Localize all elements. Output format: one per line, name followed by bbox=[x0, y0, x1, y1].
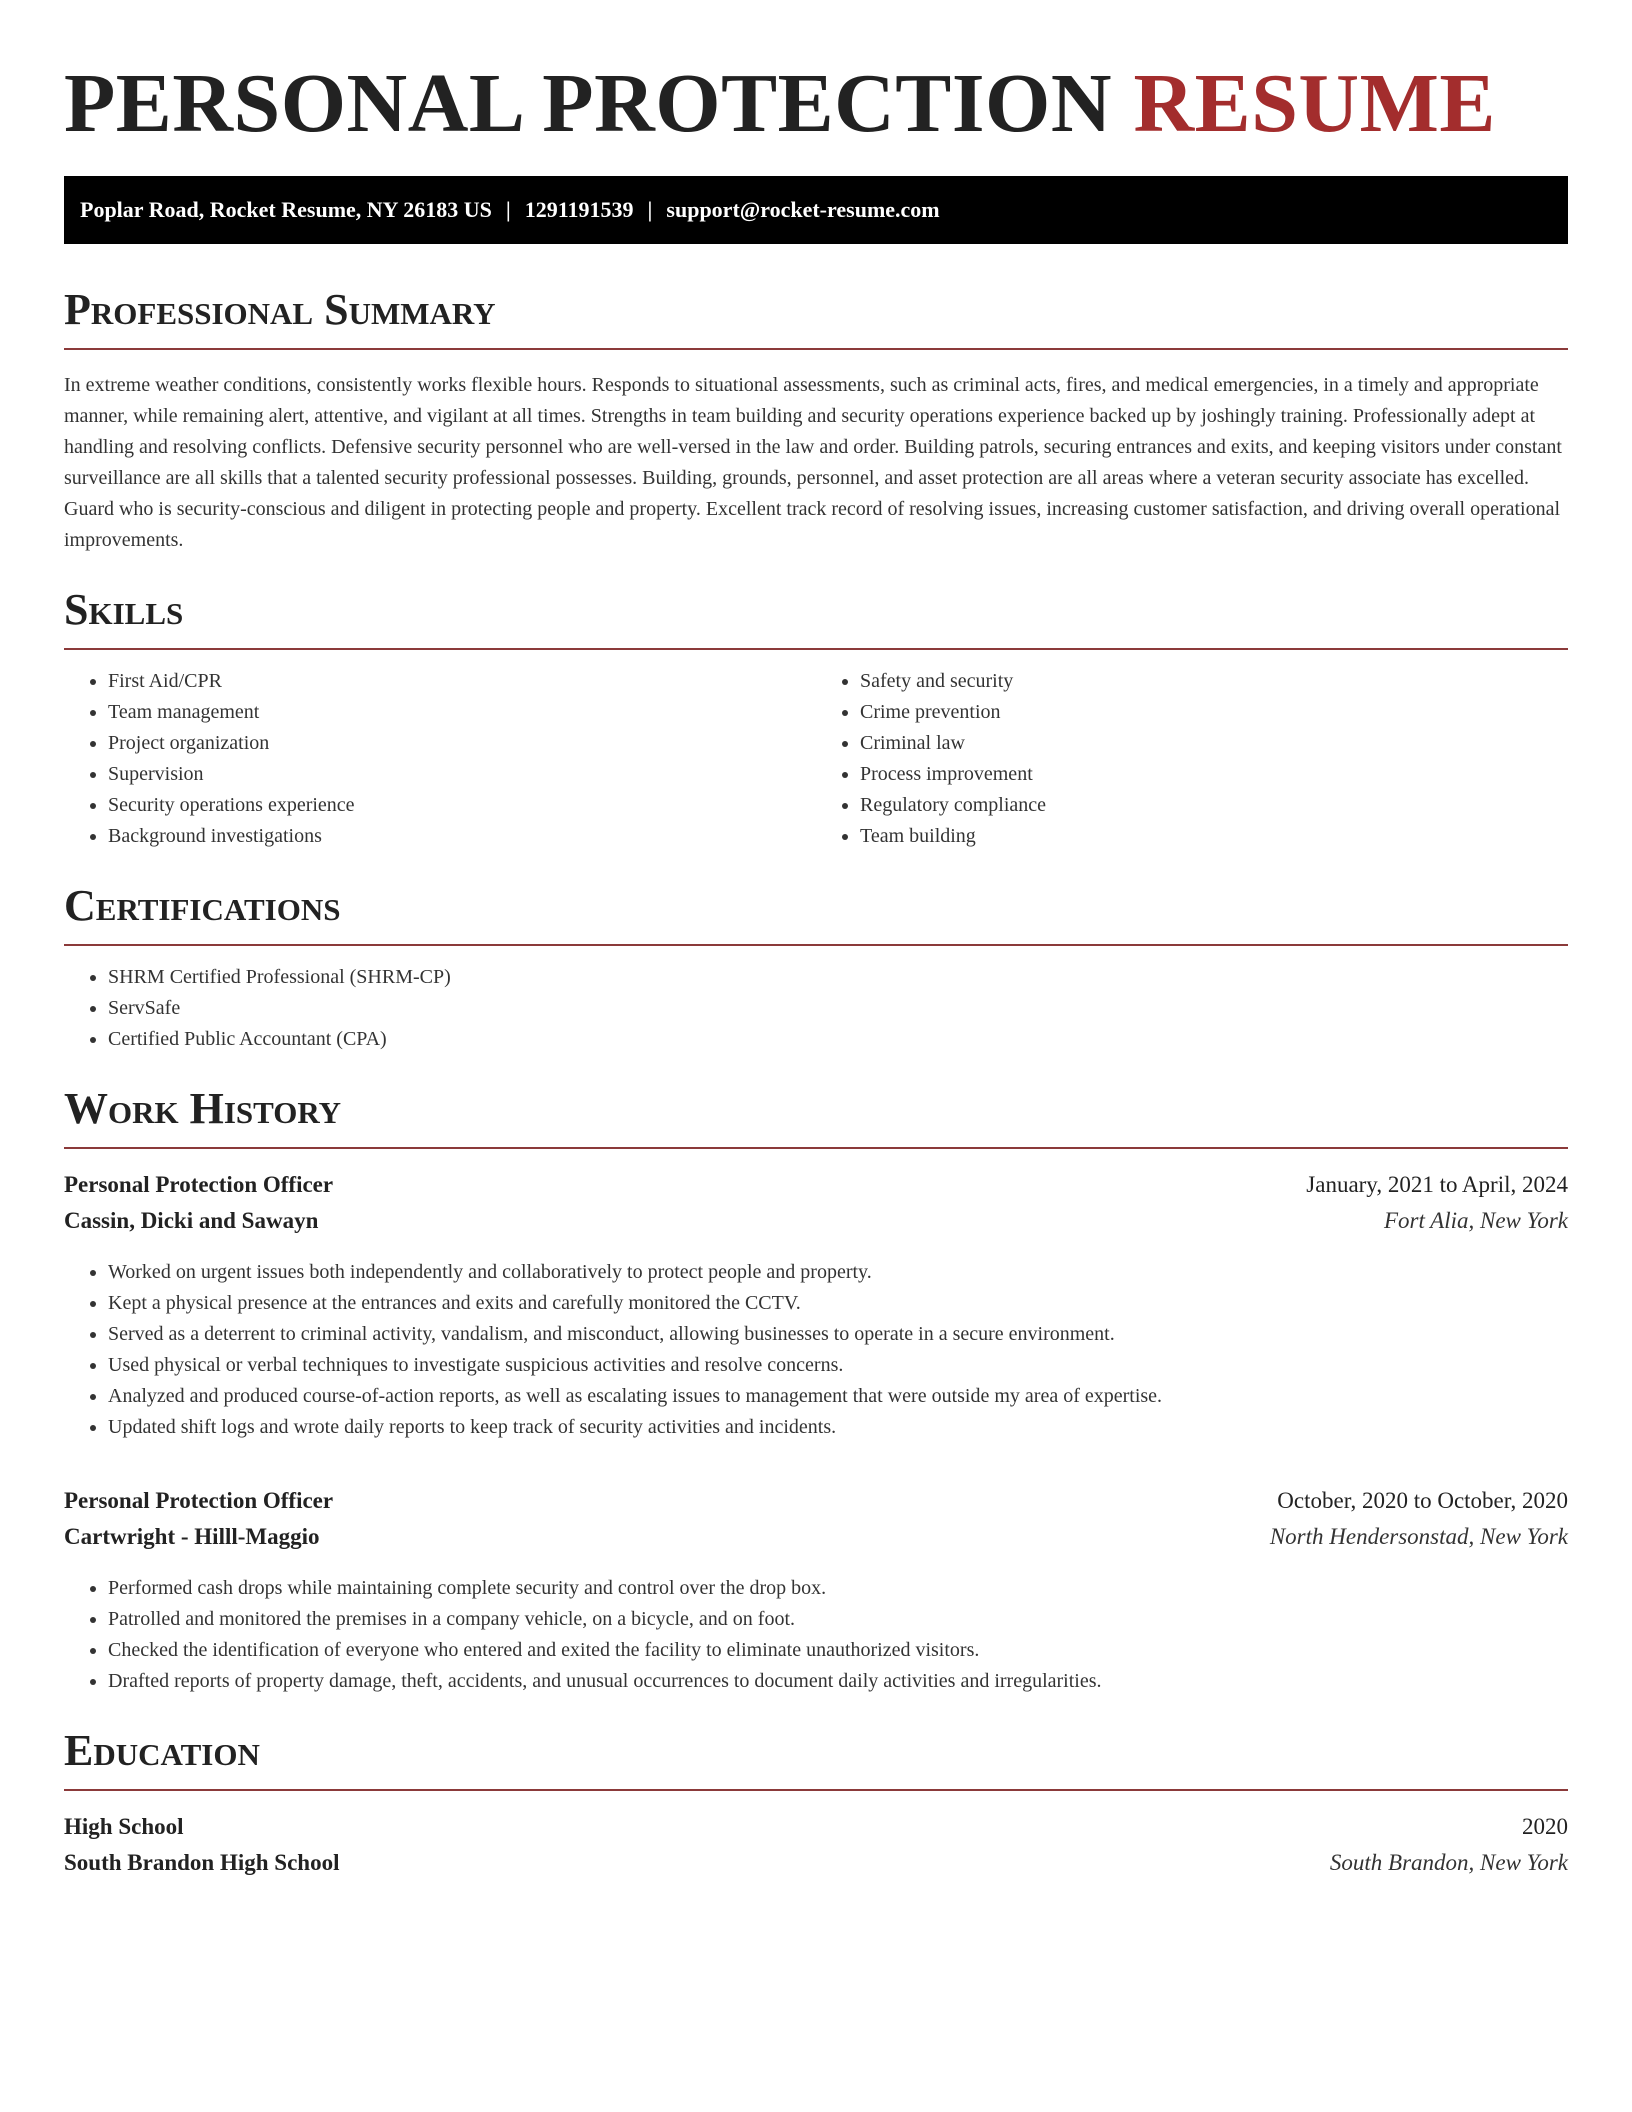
skill-item: • Criminal law bbox=[860, 728, 1568, 759]
contact-separator: | bbox=[505, 197, 511, 222]
certifications-section bbox=[64, 880, 1568, 1055]
education-section bbox=[64, 1725, 1568, 1881]
skill-item: • Supervision bbox=[108, 759, 816, 790]
skill-item: • Process improvement bbox=[860, 759, 1568, 790]
job-entry bbox=[64, 1483, 1568, 1697]
job-bullet: • Worked on urgent issues both independently and collaboratively to protect people and property. bbox=[108, 1257, 1568, 1288]
job-company: Cartwright - Hilll-Maggio bbox=[64, 1524, 320, 1549]
education-location: South Brandon, New York bbox=[1329, 1850, 1568, 1875]
job-dates: January, 2021 to April, 2024 bbox=[1306, 1172, 1568, 1197]
skills-grid bbox=[64, 650, 1568, 852]
skill-item: • Security operations experience bbox=[108, 790, 816, 821]
education-year: 2020 bbox=[1522, 1814, 1568, 1839]
job-bullet: • Served as a deterrent to criminal activity, vandalism, and misconduct, allowing businesses to operate in a secure environment. bbox=[108, 1319, 1568, 1350]
skill-item: • Safety and security bbox=[860, 666, 1568, 697]
skill-item: • Crime prevention bbox=[860, 697, 1568, 728]
skill-item: • Regulatory compliance bbox=[860, 790, 1568, 821]
title-main: PERSONAL PROTECTION bbox=[64, 57, 1113, 150]
contact-bar bbox=[64, 176, 1568, 244]
certifications-list bbox=[64, 962, 1568, 1055]
job-title: Personal Protection Officer bbox=[64, 1172, 334, 1197]
certification-item: • SHRM Certified Professional (SHRM-CP) bbox=[108, 962, 1568, 993]
job-header-row bbox=[64, 1483, 1568, 1519]
certification-item: • ServSafe bbox=[108, 993, 1568, 1024]
education-entry bbox=[64, 1809, 1568, 1881]
title-accent: RESUME bbox=[1133, 57, 1496, 150]
skill-item: • Team management bbox=[108, 697, 816, 728]
skill-item: • Team building bbox=[860, 821, 1568, 852]
skills-list-left bbox=[64, 666, 816, 852]
job-bullet: • Updated shift logs and wrote daily reports to keep track of security activities and incidents. bbox=[108, 1412, 1568, 1443]
job-company-row bbox=[64, 1519, 1568, 1555]
job-bullets bbox=[64, 1257, 1568, 1443]
job-location: Fort Alia, New York bbox=[1383, 1208, 1568, 1233]
education-school-row bbox=[64, 1845, 1568, 1881]
resume-title bbox=[64, 0, 1568, 152]
job-title: Personal Protection Officer bbox=[64, 1488, 334, 1513]
skill-item: • Background investigations bbox=[108, 821, 816, 852]
job-bullet: • Analyzed and produced course-of-action reports, as well as escalating issues to management that were outside my area of expertise. bbox=[108, 1381, 1568, 1412]
job-company-row bbox=[64, 1203, 1568, 1239]
job-bullet: • Kept a physical presence at the entrances and exits and carefully monitored the CCTV. bbox=[108, 1288, 1568, 1319]
education-header-row bbox=[64, 1809, 1568, 1845]
work-history-section bbox=[64, 1083, 1568, 1697]
job-entry bbox=[64, 1167, 1568, 1443]
skills-list-right bbox=[816, 666, 1568, 852]
section-heading-skills: Skills bbox=[64, 584, 1568, 650]
section-heading-work-history: Work History bbox=[64, 1083, 1568, 1149]
section-heading-certifications: Certifications bbox=[64, 880, 1568, 946]
job-dates: October, 2020 to October, 2020 bbox=[1277, 1488, 1568, 1513]
job-header-row bbox=[64, 1167, 1568, 1203]
certification-item: • Certified Public Accountant (CPA) bbox=[108, 1024, 1568, 1055]
contact-separator: | bbox=[647, 197, 653, 222]
education-degree: High School bbox=[64, 1814, 184, 1839]
job-bullets bbox=[64, 1573, 1568, 1697]
resume-page bbox=[64, 0, 1568, 1881]
summary-text: In extreme weather conditions, consistently works flexible hours. Responds to situational assessments, such as criminal acts, fires, and medical emergencies, in a timely and appropriate manner, while remaining alert, attentive, and vigilant at all times. Strengths in team building and security operations experience backed up by joshingly training. Professionally adept at handling and resolving conflicts. Defensive security personnel who are well-versed in the law and order. Building patrols, securing entrances and exits, and keeping visitors under constant surveillance are all skills that a talented security professional possesses. Building, grounds, personnel, and asset protection are all areas where a veteran security associate has excelled. Guard who is security-conscious and diligent in protecting people and property. Excellent track record of resolving issues, increasing customer satisfaction, and driving overall operational improvements. bbox=[64, 374, 1562, 551]
section-heading-education: Education bbox=[64, 1725, 1568, 1791]
skill-item: • Project organization bbox=[108, 728, 816, 759]
job-company: Cassin, Dicki and Sawayn bbox=[64, 1208, 319, 1233]
skill-item: • First Aid/CPR bbox=[108, 666, 816, 697]
job-bullet: • Drafted reports of property damage, theft, accidents, and unusual occurrences to document daily activities and irregularities. bbox=[108, 1666, 1568, 1697]
contact-address: Poplar Road, Rocket Resume, NY 26183 US bbox=[80, 197, 492, 222]
job-bullet: • Patrolled and monitored the premises in a company vehicle, on a bicycle, and on foot. bbox=[108, 1604, 1568, 1635]
section-heading-summary: Professional Summary bbox=[64, 284, 1568, 350]
job-location: North Hendersonstad, New York bbox=[1269, 1524, 1568, 1549]
job-bullet: • Checked the identification of everyone who entered and exited the facility to eliminate unauthorized visitors. bbox=[108, 1635, 1568, 1666]
education-school: South Brandon High School bbox=[64, 1850, 340, 1875]
job-bullet: • Used physical or verbal techniques to investigate suspicious activities and resolve concerns. bbox=[108, 1350, 1568, 1381]
contact-email: support@rocket-resume.com bbox=[666, 197, 940, 222]
job-bullet: • Performed cash drops while maintaining complete security and control over the drop box. bbox=[108, 1573, 1568, 1604]
skills-section bbox=[64, 584, 1568, 852]
contact-phone: 1291191539 bbox=[524, 197, 634, 222]
